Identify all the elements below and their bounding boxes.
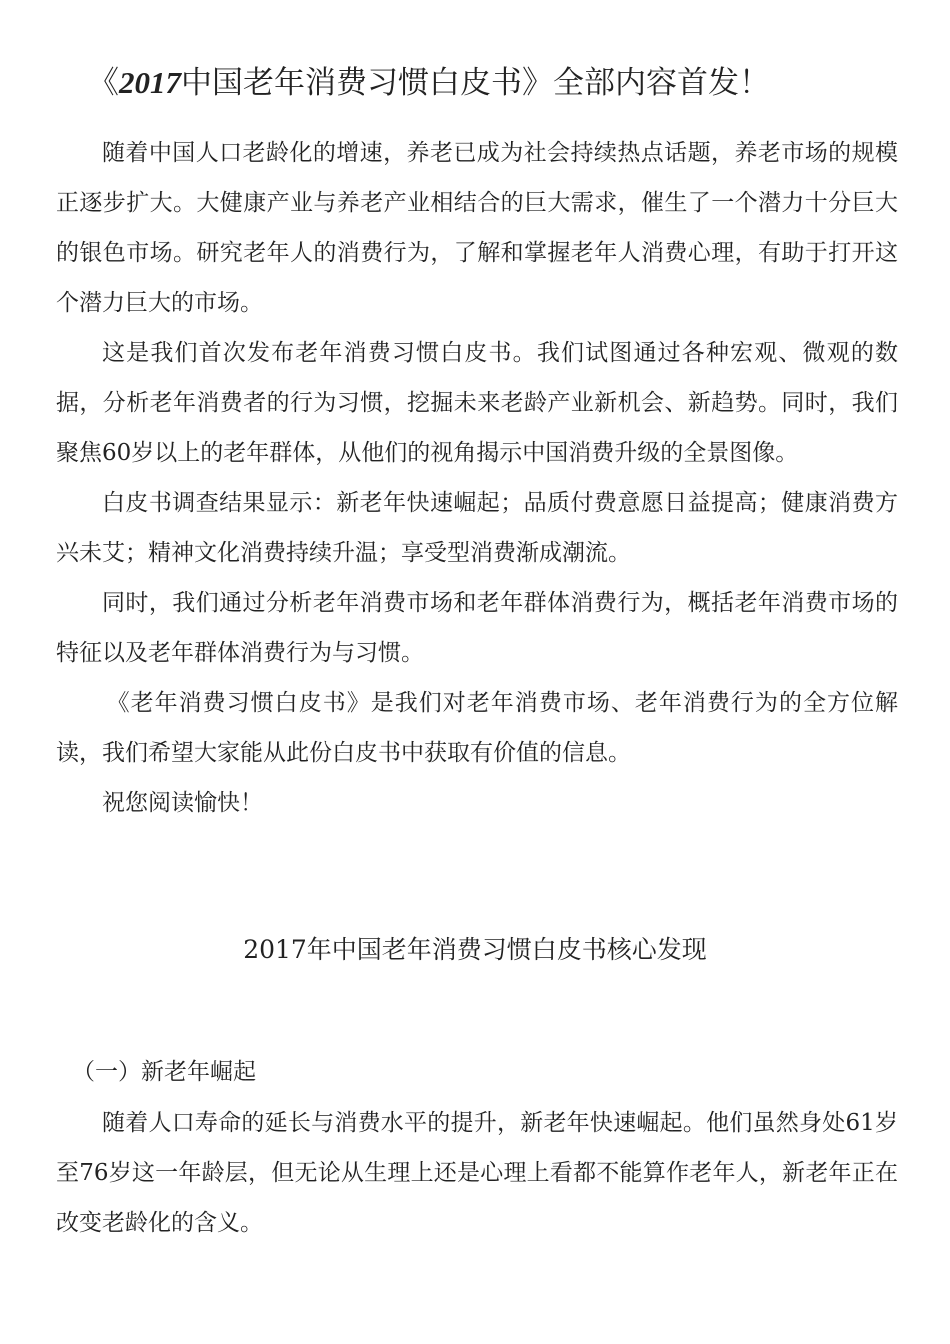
section-body (56, 1098, 898, 1248)
paragraph: 随着中国人口老龄化的增速，养老已成为社会持续热点话题，养老市场的规模正逐步扩大。大健康产业与养老产业相结合的巨大需求，催生了一个潜力十分巨大的银色市场。研究老年人的消费行为，了解和掌握老年人消费心理，有助于打开这个潜力巨大的市场。 (56, 140, 898, 316)
paragraph: 《老年消费习惯白皮书》是我们对老年消费市场、老年消费行为的全方位解读，我们希望大家能从此份白皮书中获取有价值的信息。 (56, 690, 898, 766)
intro-body (56, 128, 898, 828)
title-open-bracket: 《 (88, 65, 119, 101)
document-title (88, 58, 908, 108)
title-year: 2017 (119, 65, 181, 100)
paragraph: 随着人口寿命的延长与消费水平的提升，新老年快速崛起。他们虽然身处61岁至76岁这一年龄层，但无论从生理上还是心理上看都不能算作老年人，新老年正在改变老龄化的含义。 (56, 1110, 898, 1236)
paragraph: 白皮书调查结果显示：新老年快速崛起；品质付费意愿日益提高；健康消费方兴未艾；精神文化消费持续升温；享受型消费渐成潮流。 (56, 490, 898, 566)
section-heading: （一）新老年崛起 (72, 1059, 256, 1085)
core-findings-title: 2017年中国老年消费习惯白皮书核心发现 (243, 935, 707, 964)
paragraph: 这是我们首次发布老年消费习惯白皮书。我们试图通过各种宏观、微观的数据，分析老年消费者的行为习惯，挖掘未来老龄产业新机会、新趋势。同时，我们聚焦60岁以上的老年群体，从他们的视角揭示中国消费升级的全景图像。 (56, 340, 898, 466)
title-text: 中国老年消费习惯白皮书》全部内容首发！ (181, 65, 770, 101)
paragraph: 同时，我们通过分析老年消费市场和老年群体消费行为，概括老年消费市场的特征以及老年群体消费行为与习惯。 (56, 590, 898, 666)
closing-line: 祝您阅读愉快！ (102, 790, 263, 816)
